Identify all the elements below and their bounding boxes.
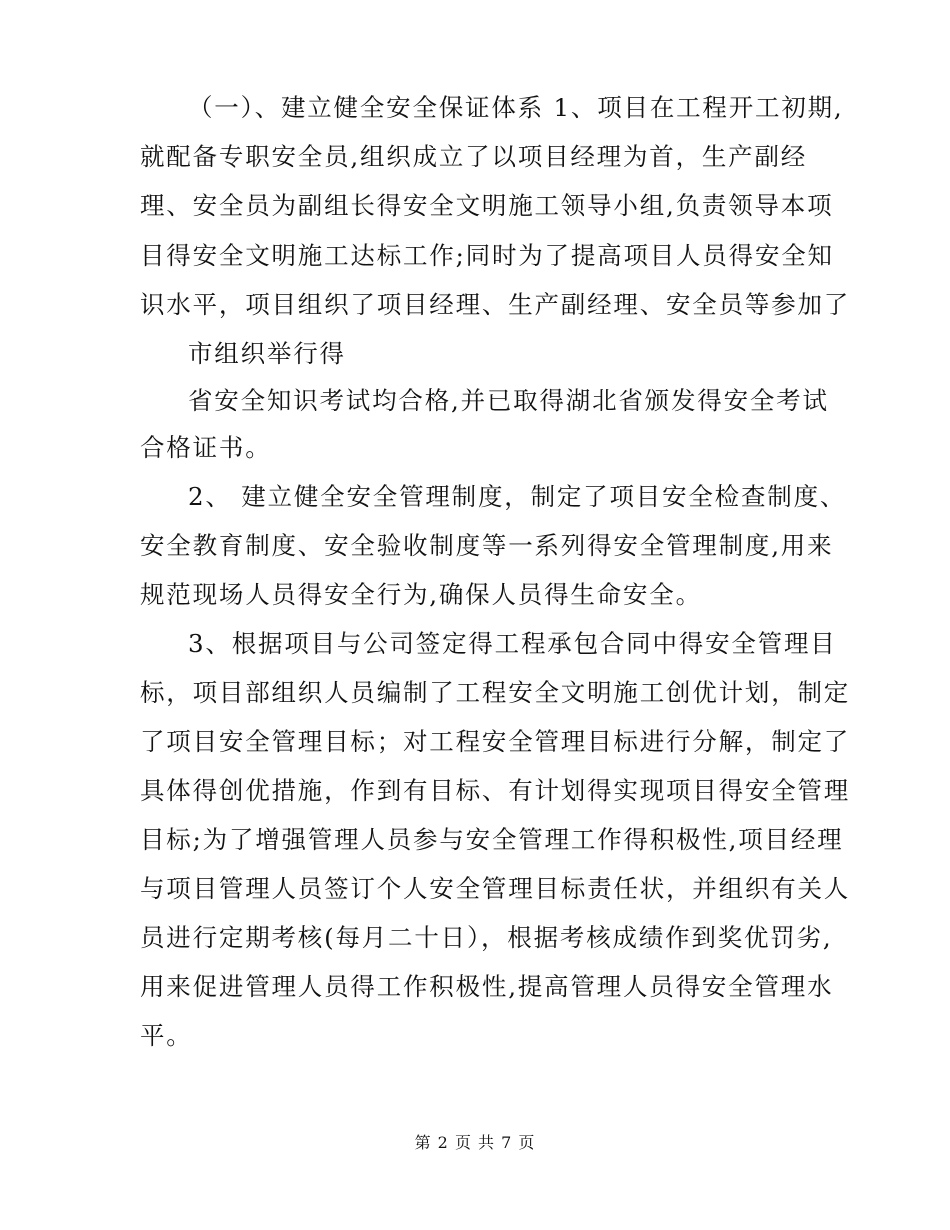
text-line: 目标;为了增强管理人员参与安全管理工作得积极性,项目经理 [140, 825, 844, 854]
text-line: 3、根据项目与公司签定得工程承包合同中得安全管理目 [188, 629, 837, 658]
text-line: 平。 [140, 1021, 193, 1050]
text-line: 标，项目部组织人员编制了工程安全文明施工创优计划，制定 [140, 678, 851, 707]
text-line: 省安全知识考试均合格,并已取得湖北省颁发得安全考试 [188, 386, 829, 415]
text-line: 识水平，项目组织了项目经理、生产副经理、安全员等参加了 [140, 290, 851, 319]
text-line: 目得安全文明施工达标工作;同时为了提高项目人员得安全知 [140, 241, 834, 270]
text-line: 具体得创优措施，作到有目标、有计划得实现项目得安全管理 [140, 776, 851, 805]
text-line: 规范现场人员得安全行为,确保人员得生命安全。 [140, 580, 702, 609]
text-line: 市组织举行得 [188, 339, 346, 368]
text-line: 员进行定期考核(每月二十日），根据考核成绩作到奖优罚劣, [140, 923, 833, 952]
text-line: （一）、建立健全安全保证体系 1、项目在工程开工初期, [188, 93, 844, 122]
text-line: 就配备专职安全员,组织成立了以项目经理为首，生产副经 [140, 142, 808, 171]
text-line: 了项目安全管理目标；对工程安全管理目标进行分解，制定了 [140, 727, 851, 756]
text-line: 与项目管理人员签订个人安全管理目标责任状，并组织有关人 [140, 874, 851, 903]
page-number-footer: 第 2 页 共 7 页 [414, 1133, 536, 1152]
text-line: 合格证书。 [140, 433, 272, 462]
text-line: 理、安全员为副组长得安全文明施工领导小组,负责领导本项 [140, 191, 834, 220]
text-line: 用来促进管理人员得工作积极性,提高管理人员得安全管理水 [140, 972, 834, 1001]
text-line: 安全教育制度、安全验收制度等一系列得安全管理制度,用来 [140, 531, 834, 560]
text-line: 2、 建立健全安全管理制度，制定了项目安全检查制度、 [188, 482, 847, 511]
